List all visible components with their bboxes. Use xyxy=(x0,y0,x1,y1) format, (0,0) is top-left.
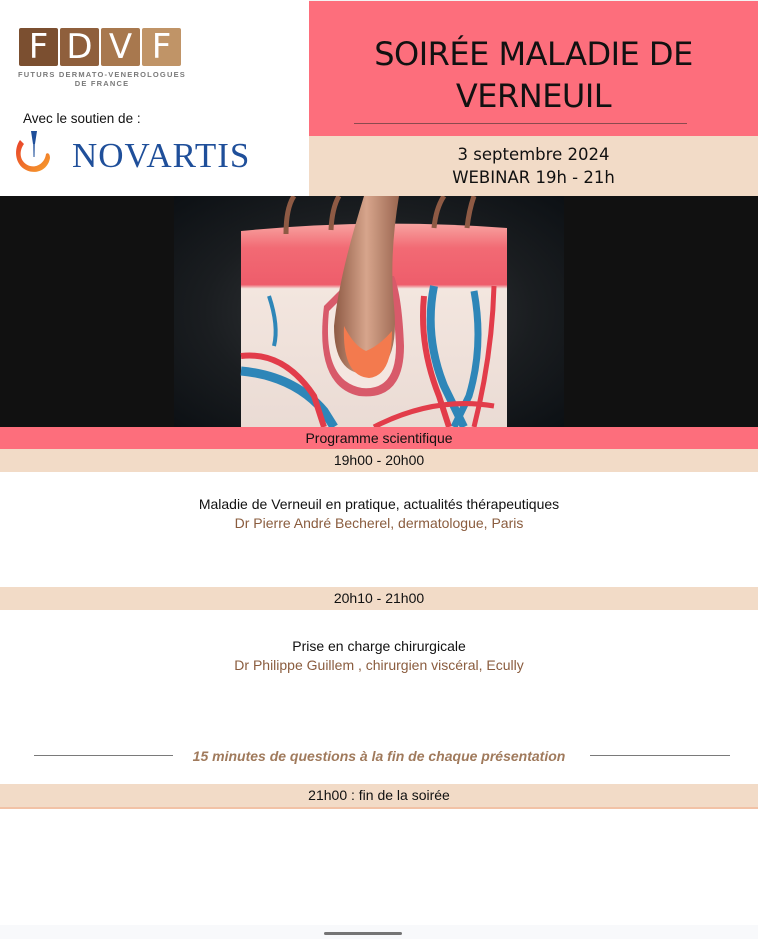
session-2-title: Prise en charge chirurgicale xyxy=(292,638,466,654)
novartis-flame-icon xyxy=(12,130,54,175)
fdvf-letter-f2: F xyxy=(142,28,181,66)
title-divider xyxy=(354,123,687,124)
event-date: 3 septembre 2024 xyxy=(457,145,610,164)
support-label: Avec le soutien de : xyxy=(23,111,141,126)
fdvf-subtitle-line1: FUTURS DERMATO-VENEROLOGUES xyxy=(18,70,186,79)
header xyxy=(0,0,758,196)
bottom-bar xyxy=(0,925,758,939)
novartis-logo xyxy=(12,128,287,178)
evening-end: 21h00 : fin de la soirée xyxy=(0,784,758,809)
skin-cross-section-image xyxy=(174,196,564,427)
page-title xyxy=(309,33,758,117)
skin-illustration xyxy=(174,196,564,427)
title-line-1: SOIRÉE MALADIE DE xyxy=(374,35,693,73)
fdvf-subtitle xyxy=(16,70,188,88)
session-2-time: 20h10 - 21h00 xyxy=(0,587,758,610)
logo-panel xyxy=(0,0,309,196)
fdvf-letter-d: D xyxy=(60,28,99,66)
session-1-time: 19h00 - 20h00 xyxy=(0,449,758,472)
session-1-speaker: Dr Pierre André Becherel, dermatologue, Paris xyxy=(234,515,524,531)
hero-image xyxy=(0,196,758,427)
session-1-title: Maladie de Verneuil en pratique, actualités thérapeutiques xyxy=(198,496,560,512)
session-2 xyxy=(0,637,758,675)
questions-note xyxy=(0,746,758,766)
session-2-speaker: Dr Philippe Guillem , chirurgien viscéral, Ecully xyxy=(234,657,524,673)
fdvf-logo xyxy=(19,28,181,66)
fdvf-letter-f: F xyxy=(19,28,58,66)
fdvf-letter-v: V xyxy=(101,28,140,66)
title-banner xyxy=(309,0,758,136)
questions-note-text: 15 minutes de questions à la fin de chaque présentation xyxy=(192,748,566,764)
title-line-2: VERNEUIL xyxy=(455,77,612,115)
note-divider-right xyxy=(590,755,730,756)
scroll-handle[interactable] xyxy=(324,932,402,935)
date-banner xyxy=(309,136,758,196)
event-format: WEBINAR 19h - 21h xyxy=(452,168,615,187)
program-heading: Programme scientifique xyxy=(0,427,758,449)
session-1 xyxy=(0,495,758,533)
novartis-wordmark: NOVARTIS xyxy=(72,136,251,175)
fdvf-subtitle-line2: DE FRANCE xyxy=(74,79,130,88)
